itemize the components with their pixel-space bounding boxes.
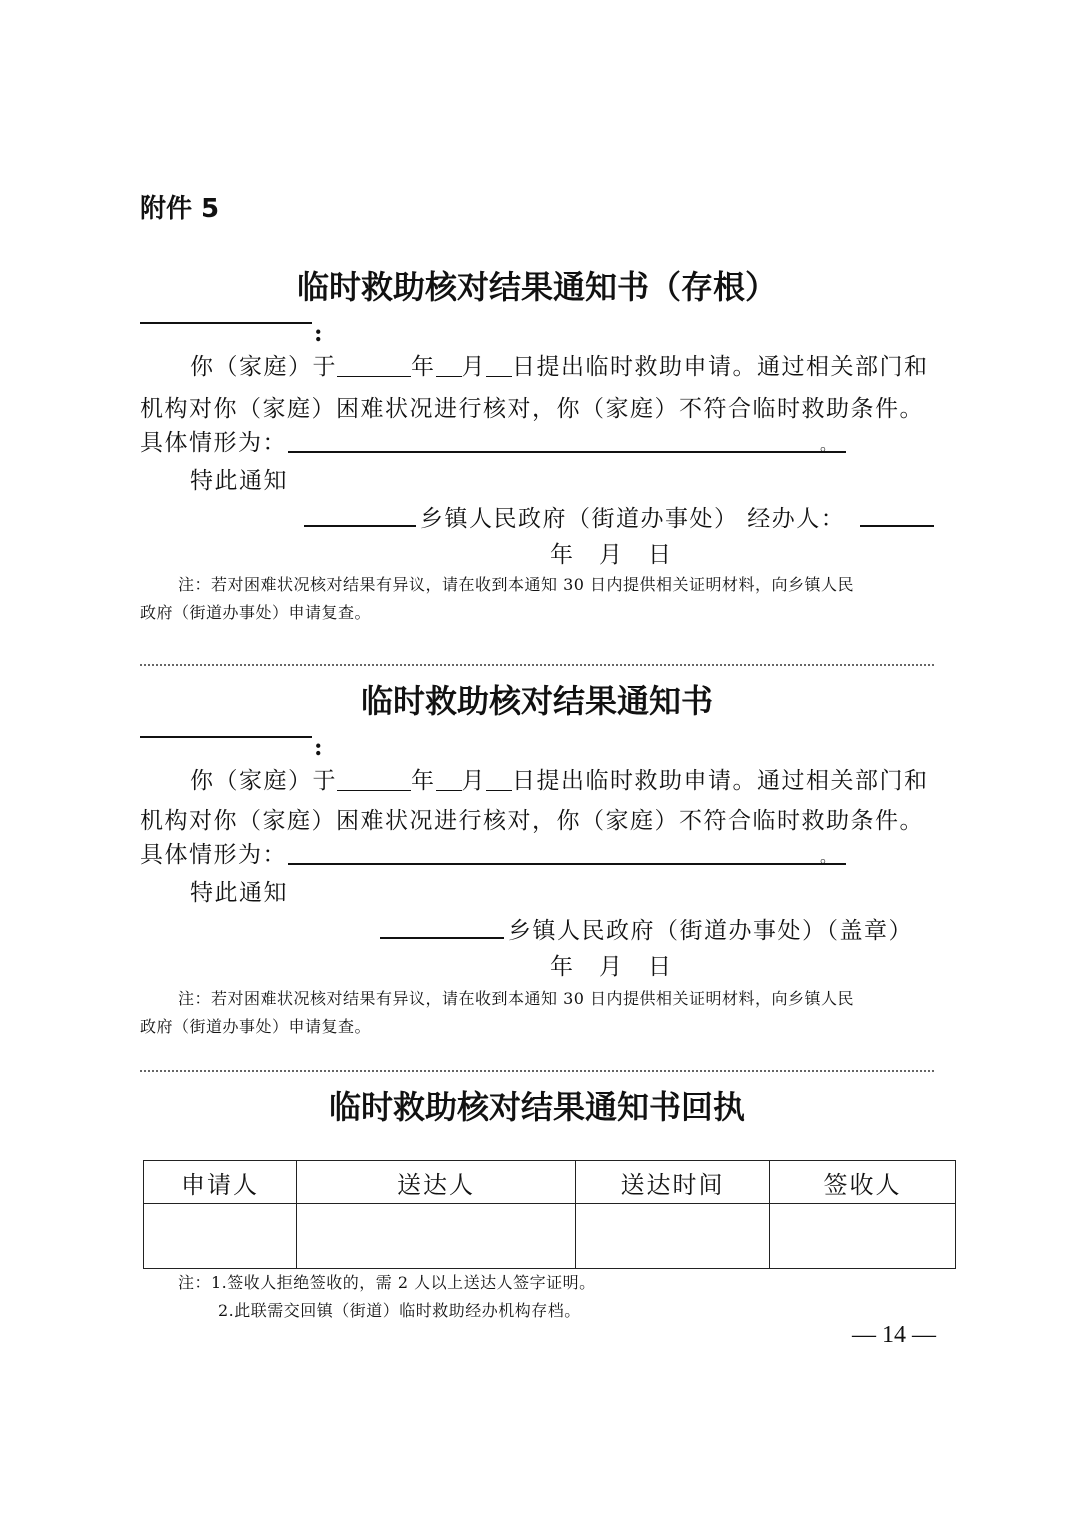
- header-recipient: 签收人: [770, 1161, 956, 1204]
- section2-note-line2: 政府（街道办事处）申请复查。: [140, 1017, 372, 1036]
- section2-date: 年 月 日: [550, 954, 673, 980]
- p1-b: 日提出临时救助申请。通过相关部门和: [512, 354, 929, 380]
- cell-recipient: [770, 1204, 956, 1269]
- attachment-label: 附件 5: [140, 194, 220, 224]
- section1-signature: 乡镇人民政府（街道办事处） 经办人：: [420, 506, 846, 532]
- p1-year: 年: [411, 354, 436, 380]
- header-applicant: 申请人: [144, 1161, 297, 1204]
- section1-para-line2: 机构对你（家庭）困难状况进行核对，你（家庭）不符合临时救助条件。: [140, 396, 924, 422]
- header-delivery-time: 送达时间: [576, 1161, 770, 1204]
- section2-recipient-blank: [140, 736, 312, 738]
- section1-note-line1: 注：若对困难状况核对结果有异议，请在收到本通知 30 日内提供相关证明材料，向乡镇人民: [178, 575, 855, 594]
- section2-para-line2: 机构对你（家庭）困难状况进行核对，你（家庭）不符合临时救助条件。: [140, 808, 924, 834]
- section1-recipient-blank: [140, 322, 312, 324]
- receipt-title: 临时救助核对结果通知书回执: [328, 1088, 745, 1126]
- section1-para-line3: [140, 424, 287, 457]
- p3-label: 具体情形为：: [140, 430, 287, 456]
- p1-b: 日提出临时救助申请。通过相关部门和: [512, 768, 929, 794]
- section1-period: 。: [820, 435, 837, 454]
- cut-line-2: [140, 1070, 934, 1072]
- cut-line-1: [140, 664, 934, 666]
- month-blank: [436, 352, 462, 377]
- day-blank: [486, 766, 512, 791]
- section1-situation-blank: [288, 451, 846, 453]
- page-number: — 14 —: [852, 1322, 936, 1348]
- section2-notice: 特此通知: [190, 880, 288, 906]
- cell-deliverer: [297, 1204, 576, 1269]
- section2-para-line3: [140, 836, 287, 869]
- p1-year: 年: [411, 768, 436, 794]
- p1-month: 月: [461, 354, 486, 380]
- p1-month: 月: [461, 768, 486, 794]
- section1-notice: 特此通知: [190, 468, 288, 494]
- receipt-header-row: [144, 1161, 956, 1204]
- section2-para-line1: [190, 762, 929, 795]
- section1-handler-blank: [860, 525, 934, 527]
- section2-title: 临时救助核对结果通知书: [360, 682, 713, 720]
- section2-period: 。: [820, 847, 837, 866]
- p1-a: 你（家庭）于: [190, 768, 337, 794]
- p1-a: 你（家庭）于: [190, 354, 337, 380]
- receipt-note-line1: 注：1.签收人拒绝签收的，需 2 人以上送达人签字证明。: [178, 1273, 596, 1292]
- section2-situation-blank: [288, 863, 846, 865]
- section2-signature: 乡镇人民政府（街道办事处）（盖章）: [508, 918, 913, 944]
- receipt-blank-row: [144, 1204, 956, 1269]
- section1-title: 临时救助核对结果通知书（存根）: [296, 268, 777, 306]
- section1-colon: :: [314, 320, 324, 347]
- p3-label: 具体情形为：: [140, 842, 287, 868]
- year-blank: [337, 766, 411, 791]
- section1-date: 年 月 日: [550, 542, 673, 568]
- receipt-table: [143, 1160, 956, 1269]
- year-blank: [337, 352, 411, 377]
- section1-town-blank: [304, 525, 416, 527]
- section1-para-line1: [190, 348, 929, 381]
- cell-applicant: [144, 1204, 297, 1269]
- day-blank: [486, 352, 512, 377]
- section2-colon: :: [314, 734, 324, 761]
- section2-note-line1: 注：若对困难状况核对结果有异议，请在收到本通知 30 日内提供相关证明材料，向乡镇人民: [178, 989, 855, 1008]
- cell-delivery-time: [576, 1204, 770, 1269]
- section2-town-blank: [380, 937, 504, 939]
- month-blank: [436, 766, 462, 791]
- section1-note-line2: 政府（街道办事处）申请复查。: [140, 603, 372, 622]
- header-deliverer: 送达人: [297, 1161, 576, 1204]
- receipt-note-line2: 2.此联需交回镇（街道）临时救助经办机构存档。: [218, 1301, 581, 1320]
